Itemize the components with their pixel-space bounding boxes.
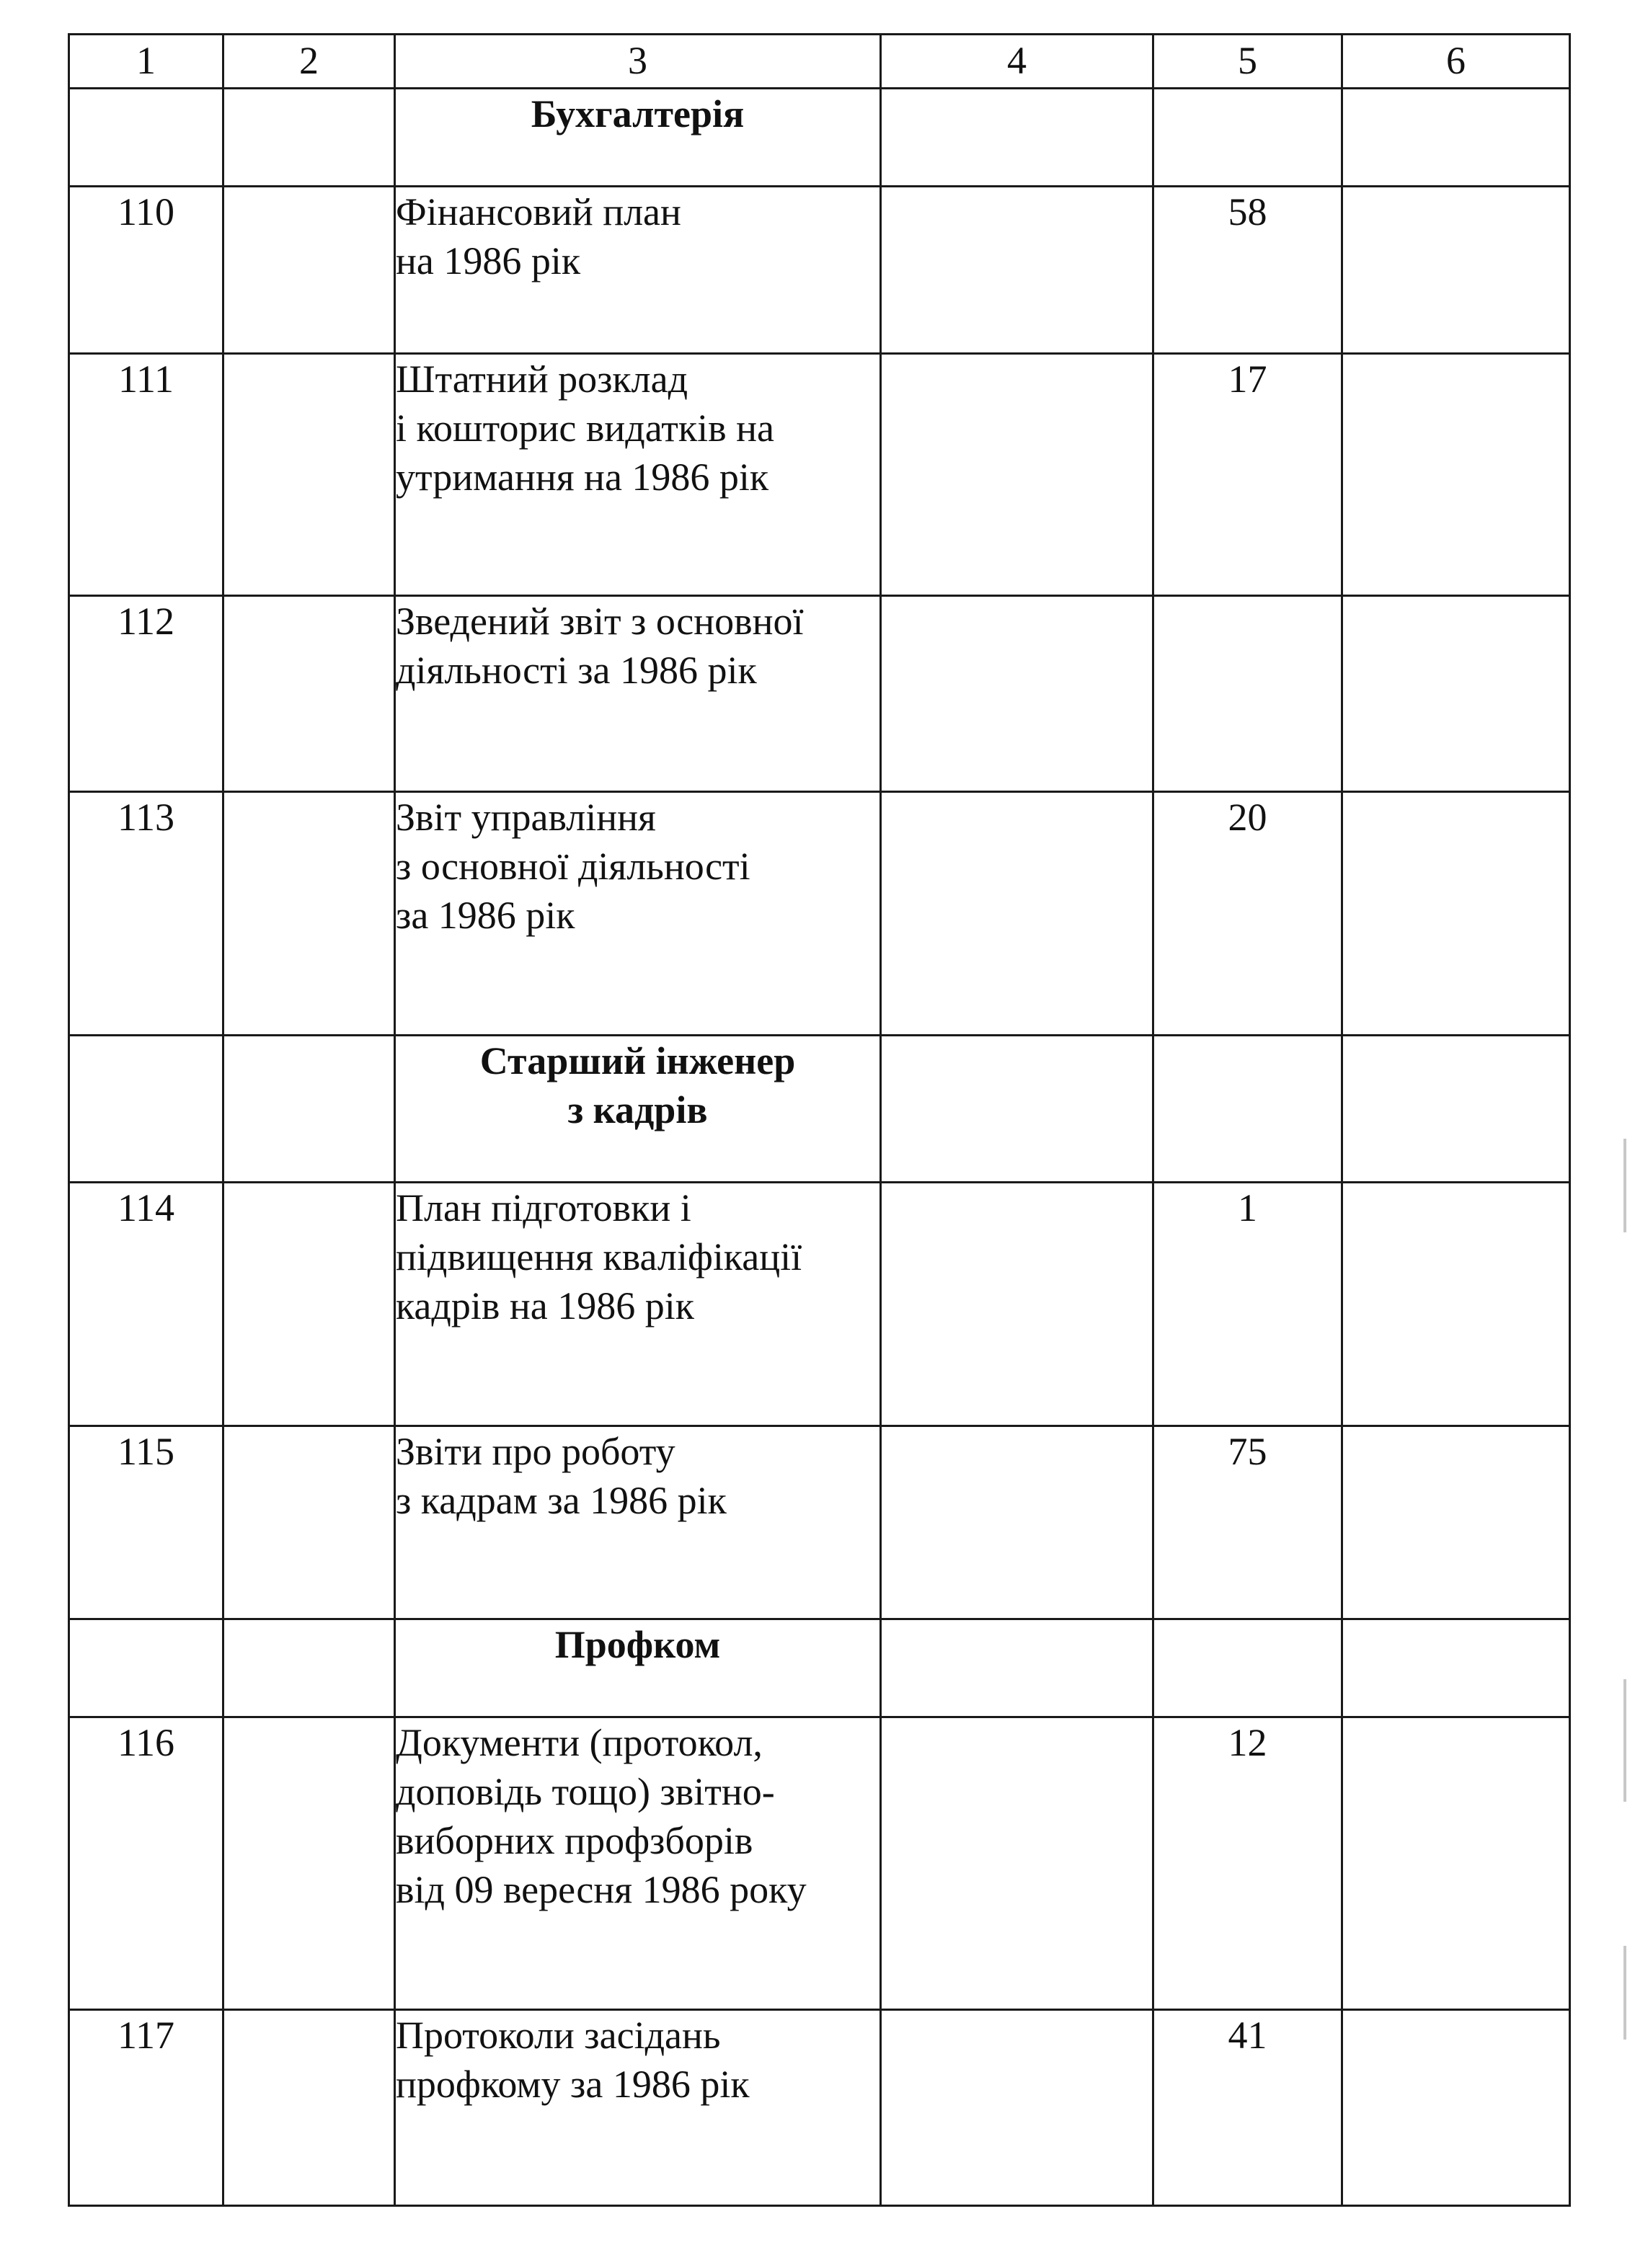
empty-cell — [223, 89, 395, 187]
item-title-line: План підготовки і — [396, 1186, 691, 1229]
column-header-4: 4 — [881, 35, 1153, 89]
section-row — [69, 1619, 1570, 1717]
empty-cell — [881, 187, 1153, 354]
item-title — [395, 792, 881, 1036]
empty-cell — [223, 1717, 395, 2010]
item-title — [395, 1183, 881, 1426]
empty-cell — [223, 1036, 395, 1183]
empty-cell — [223, 1426, 395, 1619]
empty-cell — [1342, 1183, 1570, 1426]
column-header-6: 6 — [1342, 35, 1570, 89]
table-row — [69, 354, 1570, 596]
empty-cell — [223, 1183, 395, 1426]
item-count: 41 — [1153, 2010, 1342, 2206]
item-count: 58 — [1153, 187, 1342, 354]
item-title-line: і кошторис видатків на — [396, 406, 774, 450]
empty-cell — [881, 1183, 1153, 1426]
empty-cell — [881, 1426, 1153, 1619]
empty-cell — [223, 354, 395, 596]
item-title-line: Документи (протокол, — [396, 1721, 763, 1764]
empty-cell — [1342, 354, 1570, 596]
item-title-line: Штатний розклад — [396, 357, 688, 401]
inventory-table — [68, 33, 1571, 2207]
table-row — [69, 596, 1570, 792]
empty-cell — [223, 187, 395, 354]
empty-cell — [1342, 1717, 1570, 2010]
empty-cell — [1153, 1619, 1342, 1717]
section-title-line: Старший інженер — [479, 1039, 796, 1082]
empty-cell — [1342, 596, 1570, 792]
item-title-line: доповідь тощо) звітно- — [396, 1770, 775, 1813]
item-title-line: Звіти про роботу — [396, 1430, 675, 1473]
item-title-line: Протоколи засідань — [396, 2014, 721, 2057]
empty-cell — [1342, 89, 1570, 187]
item-title — [395, 596, 881, 792]
scan-edge-mark — [1623, 1139, 1626, 1232]
item-title-line: від 09 вересня 1986 року — [396, 1868, 807, 1911]
item-title-line: Фінансовий план — [396, 190, 681, 234]
item-number: 110 — [69, 187, 223, 354]
item-title — [395, 1717, 881, 2010]
section-title — [395, 1619, 881, 1717]
empty-cell — [881, 792, 1153, 1036]
table-row — [69, 187, 1570, 354]
scan-edge-mark — [1623, 1679, 1626, 1802]
empty-cell — [881, 1717, 1153, 2010]
section-title — [395, 1036, 881, 1183]
item-title-line: на 1986 рік — [396, 239, 581, 283]
item-title-line: утримання на 1986 рік — [396, 455, 769, 499]
column-header-5: 5 — [1153, 35, 1342, 89]
item-count: 20 — [1153, 792, 1342, 1036]
table-row — [69, 792, 1570, 1036]
empty-cell — [881, 1619, 1153, 1717]
item-count: 75 — [1153, 1426, 1342, 1619]
section-title-line: Профком — [554, 1623, 721, 1666]
item-count: 17 — [1153, 354, 1342, 596]
item-count: 12 — [1153, 1717, 1342, 2010]
item-number: 114 — [69, 1183, 223, 1426]
section-title-line: Бухгалтерія — [531, 92, 745, 135]
item-title-line: діяльності за 1986 рік — [396, 649, 757, 692]
section-row — [69, 1036, 1570, 1183]
item-number: 116 — [69, 1717, 223, 2010]
item-title-line: з кадрам за 1986 рік — [396, 1479, 727, 1522]
column-number-row — [69, 35, 1570, 89]
item-title-line: з основної діяльності — [396, 845, 750, 888]
empty-cell — [1342, 187, 1570, 354]
table-row — [69, 2010, 1570, 2206]
empty-cell — [1342, 1036, 1570, 1183]
item-title-line: кадрів на 1986 рік — [396, 1284, 694, 1328]
item-title-line: Звіт управління — [396, 796, 656, 839]
item-number: 113 — [69, 792, 223, 1036]
empty-cell — [1342, 792, 1570, 1036]
column-header-1: 1 — [69, 35, 223, 89]
item-number: 117 — [69, 2010, 223, 2206]
table-row — [69, 1717, 1570, 2010]
item-title — [395, 2010, 881, 2206]
section-title-line: з кадрів — [567, 1088, 708, 1131]
item-title-line: виборних профзборів — [396, 1819, 753, 1862]
empty-cell — [1342, 1426, 1570, 1619]
empty-cell — [69, 89, 223, 187]
empty-cell — [881, 596, 1153, 792]
empty-cell — [881, 2010, 1153, 2206]
item-title-line: за 1986 рік — [396, 894, 575, 937]
empty-cell — [223, 2010, 395, 2206]
item-number: 111 — [69, 354, 223, 596]
table-row — [69, 1426, 1570, 1619]
table-row — [69, 1183, 1570, 1426]
item-title — [395, 1426, 881, 1619]
empty-cell — [1153, 1036, 1342, 1183]
item-number: 115 — [69, 1426, 223, 1619]
empty-cell — [223, 596, 395, 792]
scan-edge-mark — [1623, 1946, 1626, 2040]
empty-cell — [69, 1619, 223, 1717]
section-row — [69, 89, 1570, 187]
empty-cell — [881, 89, 1153, 187]
section-title — [395, 89, 881, 187]
item-number: 112 — [69, 596, 223, 792]
item-title-line: профкому за 1986 рік — [396, 2063, 750, 2106]
empty-cell — [1342, 1619, 1570, 1717]
column-header-2: 2 — [223, 35, 395, 89]
item-title — [395, 354, 881, 596]
item-count — [1153, 596, 1342, 792]
empty-cell — [1342, 2010, 1570, 2206]
column-header-3: 3 — [395, 35, 881, 89]
empty-cell — [223, 792, 395, 1036]
item-title-line: Зведений звіт з основної — [396, 600, 804, 643]
empty-cell — [881, 1036, 1153, 1183]
empty-cell — [69, 1036, 223, 1183]
item-count: 1 — [1153, 1183, 1342, 1426]
item-title — [395, 187, 881, 354]
empty-cell — [881, 354, 1153, 596]
item-title-line: підвищення кваліфікації — [396, 1235, 802, 1278]
empty-cell — [223, 1619, 395, 1717]
empty-cell — [1153, 89, 1342, 187]
